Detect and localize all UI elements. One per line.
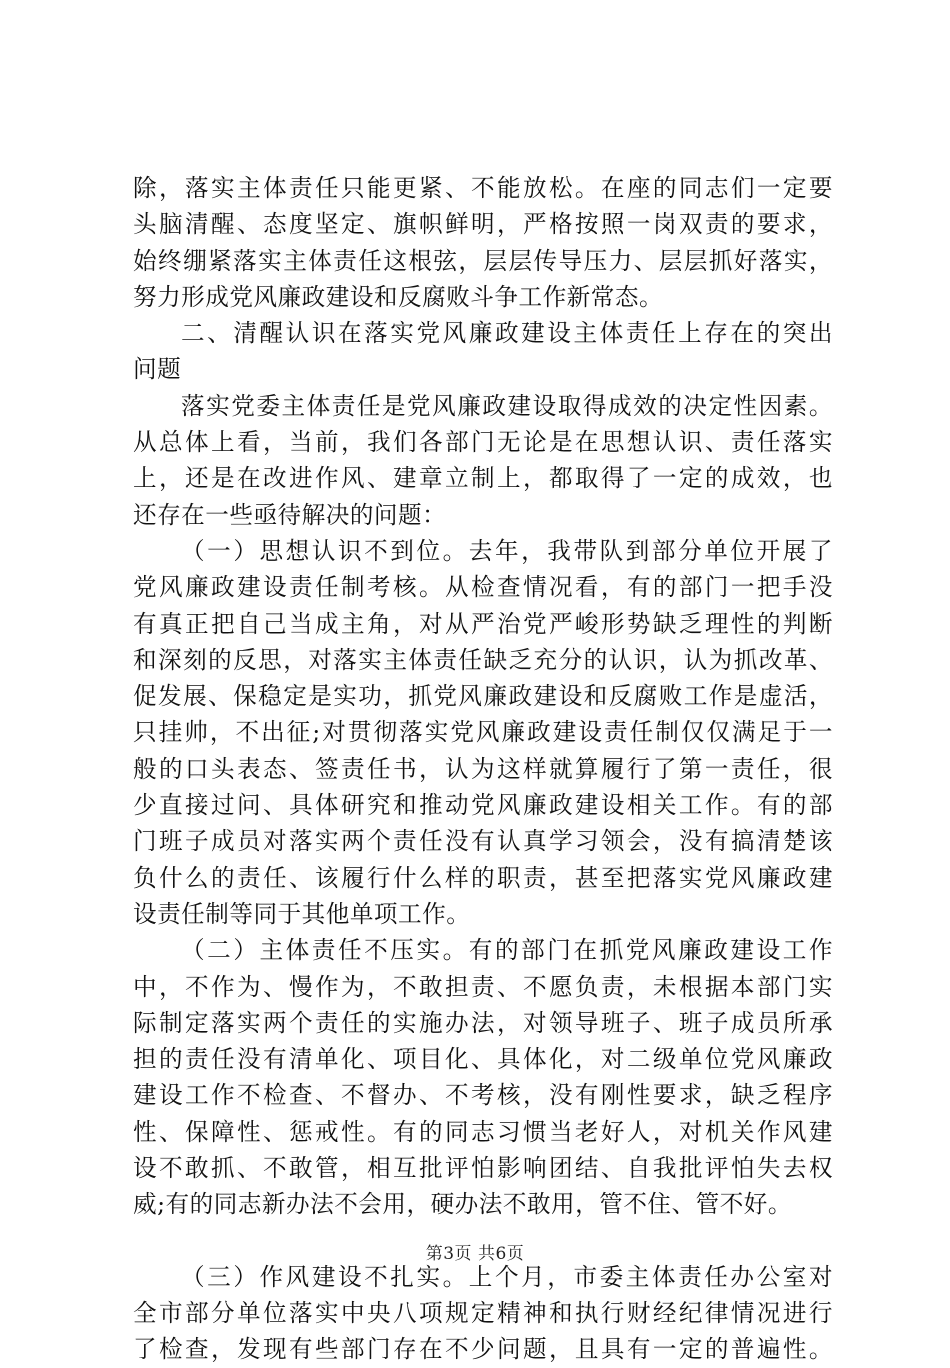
text-line: 和深刻的反思，对落实主体责任缺乏充分的认识，认为抓改革、 [133,645,833,674]
text-line: 上，还是在改进作风、建章立制上，都取得了一定的成效，也 [133,464,833,493]
section-heading-line: 问题 [133,355,182,384]
text-line: 设不敢抓、不敢管，相互批评怕影响团结、自我批评怕失去权 [133,1154,833,1183]
document-body [133,170,833,1368]
text-line: 除，落实主体责任只能更紧、不能放松。在座的同志们一定要 [133,174,833,202]
text-line: 全市部分单位落实中央八项规定精神和执行财经纪律情况进行 [133,1298,833,1327]
text-line: 威;有的同志新办法不会用，硬办法不敢用，管不住、管不好。 [133,1190,792,1219]
text-line: 设责任制等同于其他单项工作。 [133,899,471,928]
text-line: 了检查，发现有些部门存在不少问题，且具有一定的普遍性。 [133,1335,833,1364]
text-line: 少直接过问、具体研究和推动党风廉政建设相关工作。有的部 [133,791,833,820]
text-line: 有真正把自己当成主角，对从严治党严峻形势缺乏理性的判断 [133,609,833,638]
text-line: 始终绷紧落实主体责任这根弦，层层传导压力、层层抓好落实， [133,246,833,275]
text-line: 负什么的责任、该履行什么样的职责，甚至把落实党风廉政建 [133,863,833,892]
text-line: 际制定落实两个责任的实施办法，对领导班子、班子成员所承 [133,1008,833,1037]
text-line: 促发展、保稳定是实功，抓党风廉政建设和反腐败工作是虚活， [133,682,833,711]
text-line: 门班子成员对落实两个责任没有认真学习领会，没有搞清楚该 [133,827,833,856]
text-line: 建设工作不检查、不督办、不考核，没有刚性要求，缺乏程序 [133,1081,833,1110]
text-line: （二）主体责任不压实。有的部门在抓党风廉政建设工作 [181,936,833,965]
text-line: 落实党委主体责任是党风廉政建设取得成效的决定性因素。 [181,391,833,420]
section-heading-line: 二、清醒认识在落实党风廉政建设主体责任上存在的突出 [181,319,833,348]
text-line: （三）作风建设不扎实。上个月，市委主体责任办公室对 [181,1262,833,1291]
text-line: 般的口头表态、签责任书，认为这样就算履行了第一责任，很 [133,754,833,783]
text-line: 只挂帅，不出征;对贯彻落实党风廉政建设责任制仅仅满足于一 [133,718,833,747]
text-line: 还存在一些亟待解决的问题： [133,500,447,529]
text-line: 性、保障性、惩戒性。有的同志习惯当老好人，对机关作风建 [133,1117,833,1146]
text-line: 头脑清醒、态度坚定、旗帜鲜明，严格按照一岗双责的要求， [133,210,833,239]
text-line: 中，不作为、慢作为，不敢担责、不愿负责，未根据本部门实 [133,972,833,1001]
text-line: （一）思想认识不到位。去年，我带队到部分单位开展了 [181,536,833,565]
text-line: 从总体上看，当前，我们各部门无论是在思想认识、责任落实 [133,428,833,457]
text-line: 党风廉政建设责任制考核。从检查情况看，有的部门一把手没 [133,573,833,602]
text-line: 担的责任没有清单化、项目化、具体化，对二级单位党风廉政 [133,1045,833,1074]
text-line: 努力形成党风廉政建设和反腐败斗争工作新常态。 [133,282,664,311]
page-number-footer: 第3页 共6页 [425,1244,525,1264]
